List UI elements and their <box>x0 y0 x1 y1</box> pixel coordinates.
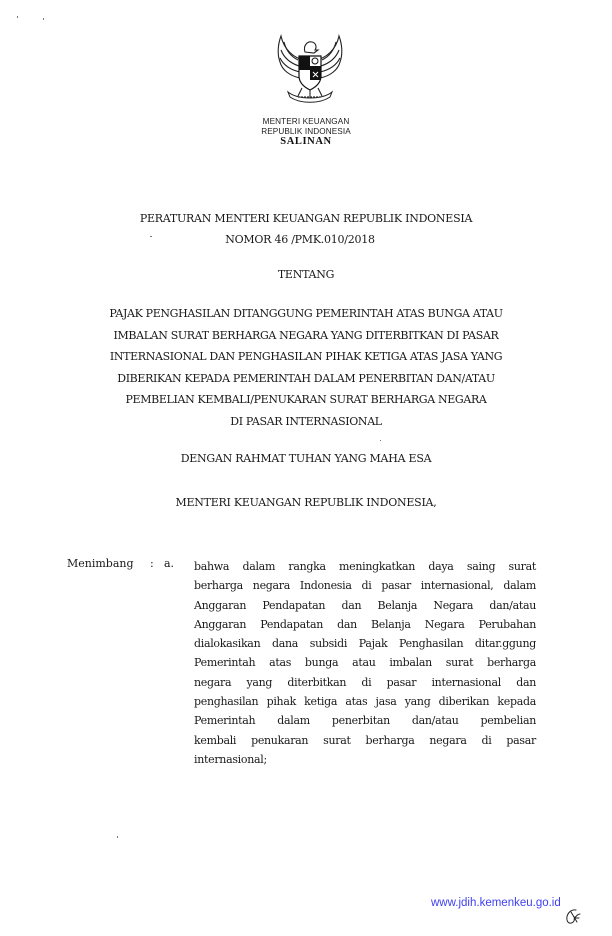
text-line: Anggaran Pendapatan dan Belanja Negara Perubahan <box>194 617 536 631</box>
subject-line: IMBALAN SURAT BERHARGA NEGARA YANG DITERBITKAN DI PASAR <box>113 328 499 342</box>
scan-speck <box>43 18 44 20</box>
regulation-title: PERATURAN MENTERI KEUANGAN REPUBLIK INDONESIA <box>139 212 473 225</box>
subject-line: PEMBELIAN KEMBALI/PENUKARAN SURAT BERHARGA NEGARA <box>125 393 487 406</box>
regulation-number: NOMOR 46 /PMK.010/2018 <box>225 233 375 246</box>
text-line: Anggaran Pendapatan dan Belanja Negara dan/atau <box>194 598 536 612</box>
subject-line: DIBERIKAN KEPADA PEMERINTAH DALAM PENERBITAN DAN/ATAU <box>117 371 495 385</box>
consideration-item-text <box>194 557 536 769</box>
regulation-subject <box>60 303 552 432</box>
considerations-colon: : <box>150 557 154 570</box>
subject-line: INTERNASIONAL DAN PENGHASILAN PIHAK KETIGA ATAS JASA YANG <box>109 350 503 363</box>
text-line: internasional; <box>194 752 267 766</box>
subject-line: PAJAK PENGHASILAN DITANGGUNG PEMERINTAH ATAS BUNGA ATAU <box>109 307 503 320</box>
text-line: Pemerintah dalam penerbitan dan/atau pembelian <box>194 714 536 728</box>
text-line: Pemerintah atas bunga atau imbalan surat berharga <box>194 656 536 670</box>
about-heading: TENTANG <box>277 268 335 281</box>
subject-line: DI PASAR INTERNASIONAL <box>230 414 382 428</box>
considerations-label: Menimbang <box>67 557 134 570</box>
text-line: berharga negara Indonesia di pasar internasional, dalam <box>194 579 536 593</box>
jdih-website-link[interactable]: www.jdih.kemenkeu.go.id <box>431 897 561 909</box>
scan-speck <box>117 836 118 838</box>
scan-speck <box>17 16 18 18</box>
issuer: MENTERI KEUANGAN REPUBLIK INDONESIA, <box>175 496 437 509</box>
text-line: kembali penukaran surat berharga negara di pasar <box>194 733 536 747</box>
text-line: bahwa dalam rangka meningkatkan daya saing surat <box>194 560 536 573</box>
text-line: dialokasikan dana subsidi Pajak Penghasilan ditar.ggung <box>194 637 536 651</box>
garuda-emblem-icon <box>272 30 348 110</box>
text-line: penghasilan pihak ketiga atas jasa yang diberikan kepada <box>194 695 536 709</box>
text-line: negara yang diterbitkan di pasar internasional dan <box>194 675 536 689</box>
invocation: DENGAN RAHMAT TUHAN YANG MAHA ESA <box>180 452 432 465</box>
ministry-name-line2: REPUBLIK INDONESIA <box>261 127 351 136</box>
consideration-item-letter: a. <box>164 557 175 570</box>
handwritten-initial-icon <box>562 906 584 928</box>
ministry-name-line1: MENTERI KEUANGAN <box>262 117 350 126</box>
copy-stamp: SALINAN <box>280 136 332 147</box>
scan-speck <box>380 440 381 441</box>
